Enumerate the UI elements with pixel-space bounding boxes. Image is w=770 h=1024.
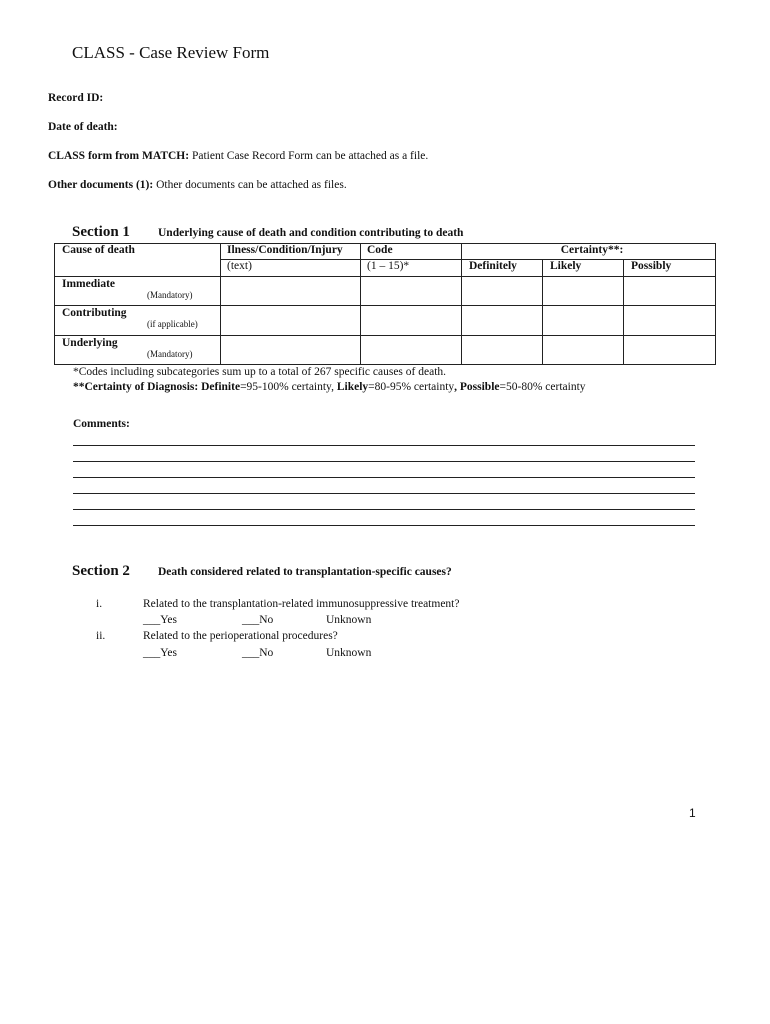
header-definitely: Definitely xyxy=(462,260,543,277)
comments-label: Comments: xyxy=(73,418,130,430)
definitely-cell[interactable] xyxy=(462,336,543,365)
comment-line[interactable] xyxy=(73,445,695,446)
footnote-codes: *Codes including subcategories sum up to a total of 267 specific causes of death. xyxy=(73,366,447,378)
illness-input-cell[interactable] xyxy=(221,306,361,336)
comment-line[interactable] xyxy=(73,493,695,494)
likely-cell[interactable] xyxy=(543,336,624,365)
code-input-cell[interactable] xyxy=(361,277,462,306)
section2-title: Death considered related to transplantation-specific causes? xyxy=(158,566,452,578)
question-text: Related to the transplantation-related immunosuppressive treatment? xyxy=(143,598,460,610)
section1-number: Section 1 xyxy=(72,224,130,240)
question-number: ii. xyxy=(96,630,106,642)
row-label: Immediate xyxy=(62,278,116,290)
date-of-death-label: Date of death: xyxy=(48,121,118,133)
section1-title: Underlying cause of death and condition contributing to death xyxy=(158,227,464,239)
header-code-sub: (1 – 15)* xyxy=(361,260,462,277)
cause-of-death-table xyxy=(54,243,716,365)
footnote-definite-range: =95-100% certainty, xyxy=(240,381,337,393)
possibly-cell[interactable] xyxy=(624,306,716,336)
record-id-label: Record ID: xyxy=(48,92,104,104)
page-number: 1 xyxy=(689,806,696,820)
class-form-label: CLASS form from MATCH: xyxy=(48,150,190,162)
possibly-cell[interactable] xyxy=(624,336,716,365)
illness-input-cell[interactable] xyxy=(221,336,361,365)
answer-unknown[interactable]: Unknown xyxy=(326,647,372,659)
answer-no[interactable]: ___No xyxy=(242,614,274,626)
date-of-death-field xyxy=(48,121,118,133)
answer-unknown[interactable]: Unknown xyxy=(326,614,372,626)
other-docs-label: Other documents (1): xyxy=(48,179,154,191)
code-input-cell[interactable] xyxy=(361,306,462,336)
question-text: Related to the perioperational procedures? xyxy=(143,630,338,642)
row-label: Contributing xyxy=(62,307,127,319)
comment-line[interactable] xyxy=(73,461,695,462)
other-docs-text: Other documents can be attached as files. xyxy=(156,179,347,191)
row-underlying xyxy=(55,336,716,365)
answer-no[interactable]: ___No xyxy=(242,647,274,659)
possibly-cell[interactable] xyxy=(624,277,716,306)
row-note: (if applicable) xyxy=(147,319,198,329)
row-label-cell xyxy=(55,336,221,365)
answer-yes[interactable]: ___Yes xyxy=(143,647,177,659)
class-form-field xyxy=(48,150,428,162)
footnote-possible-label: , Possible xyxy=(454,381,500,393)
comment-line[interactable] xyxy=(73,509,695,510)
footnote-likely-range: =80-95% certainty xyxy=(368,381,455,393)
row-contributing xyxy=(55,306,716,336)
likely-cell[interactable] xyxy=(543,306,624,336)
footnote-certainty-label: **Certainty of Diagnosis: Definite xyxy=(73,381,241,393)
row-label: Underlying xyxy=(62,337,118,349)
header-likely: Likely xyxy=(543,260,624,277)
definitely-cell[interactable] xyxy=(462,277,543,306)
definitely-cell[interactable] xyxy=(462,306,543,336)
row-note: (Mandatory) xyxy=(147,349,193,359)
footnote-likely-label: Likely xyxy=(336,381,369,393)
footnote-certainty xyxy=(73,381,586,393)
header-illness-sub: (text) xyxy=(221,260,361,277)
comment-line[interactable] xyxy=(73,477,695,478)
code-input-cell[interactable] xyxy=(361,336,462,365)
other-docs-field xyxy=(48,179,347,191)
row-note: (Mandatory) xyxy=(147,290,193,300)
row-immediate xyxy=(55,277,716,306)
answer-yes[interactable]: ___Yes xyxy=(143,614,177,626)
header-possibly: Possibly xyxy=(624,260,716,277)
row-label-cell xyxy=(55,306,221,336)
section2-number: Section 2 xyxy=(72,563,130,579)
likely-cell[interactable] xyxy=(543,277,624,306)
form-title: CLASS - Case Review Form xyxy=(72,43,270,62)
footnote-possible-range: =50-80% certainty xyxy=(499,381,586,393)
question-number: i. xyxy=(96,598,103,610)
comment-line[interactable] xyxy=(73,525,695,526)
row-label-cell xyxy=(55,277,221,306)
header-certainty: Certainty**: xyxy=(462,244,716,260)
header-illness: Ilness/Condition/Injury xyxy=(221,244,361,260)
header-cause: Cause of death xyxy=(55,244,221,277)
header-code: Code xyxy=(361,244,462,260)
record-id-field xyxy=(48,92,103,104)
class-form-text: Patient Case Record Form can be attached as a file. xyxy=(191,150,429,162)
illness-input-cell[interactable] xyxy=(221,277,361,306)
